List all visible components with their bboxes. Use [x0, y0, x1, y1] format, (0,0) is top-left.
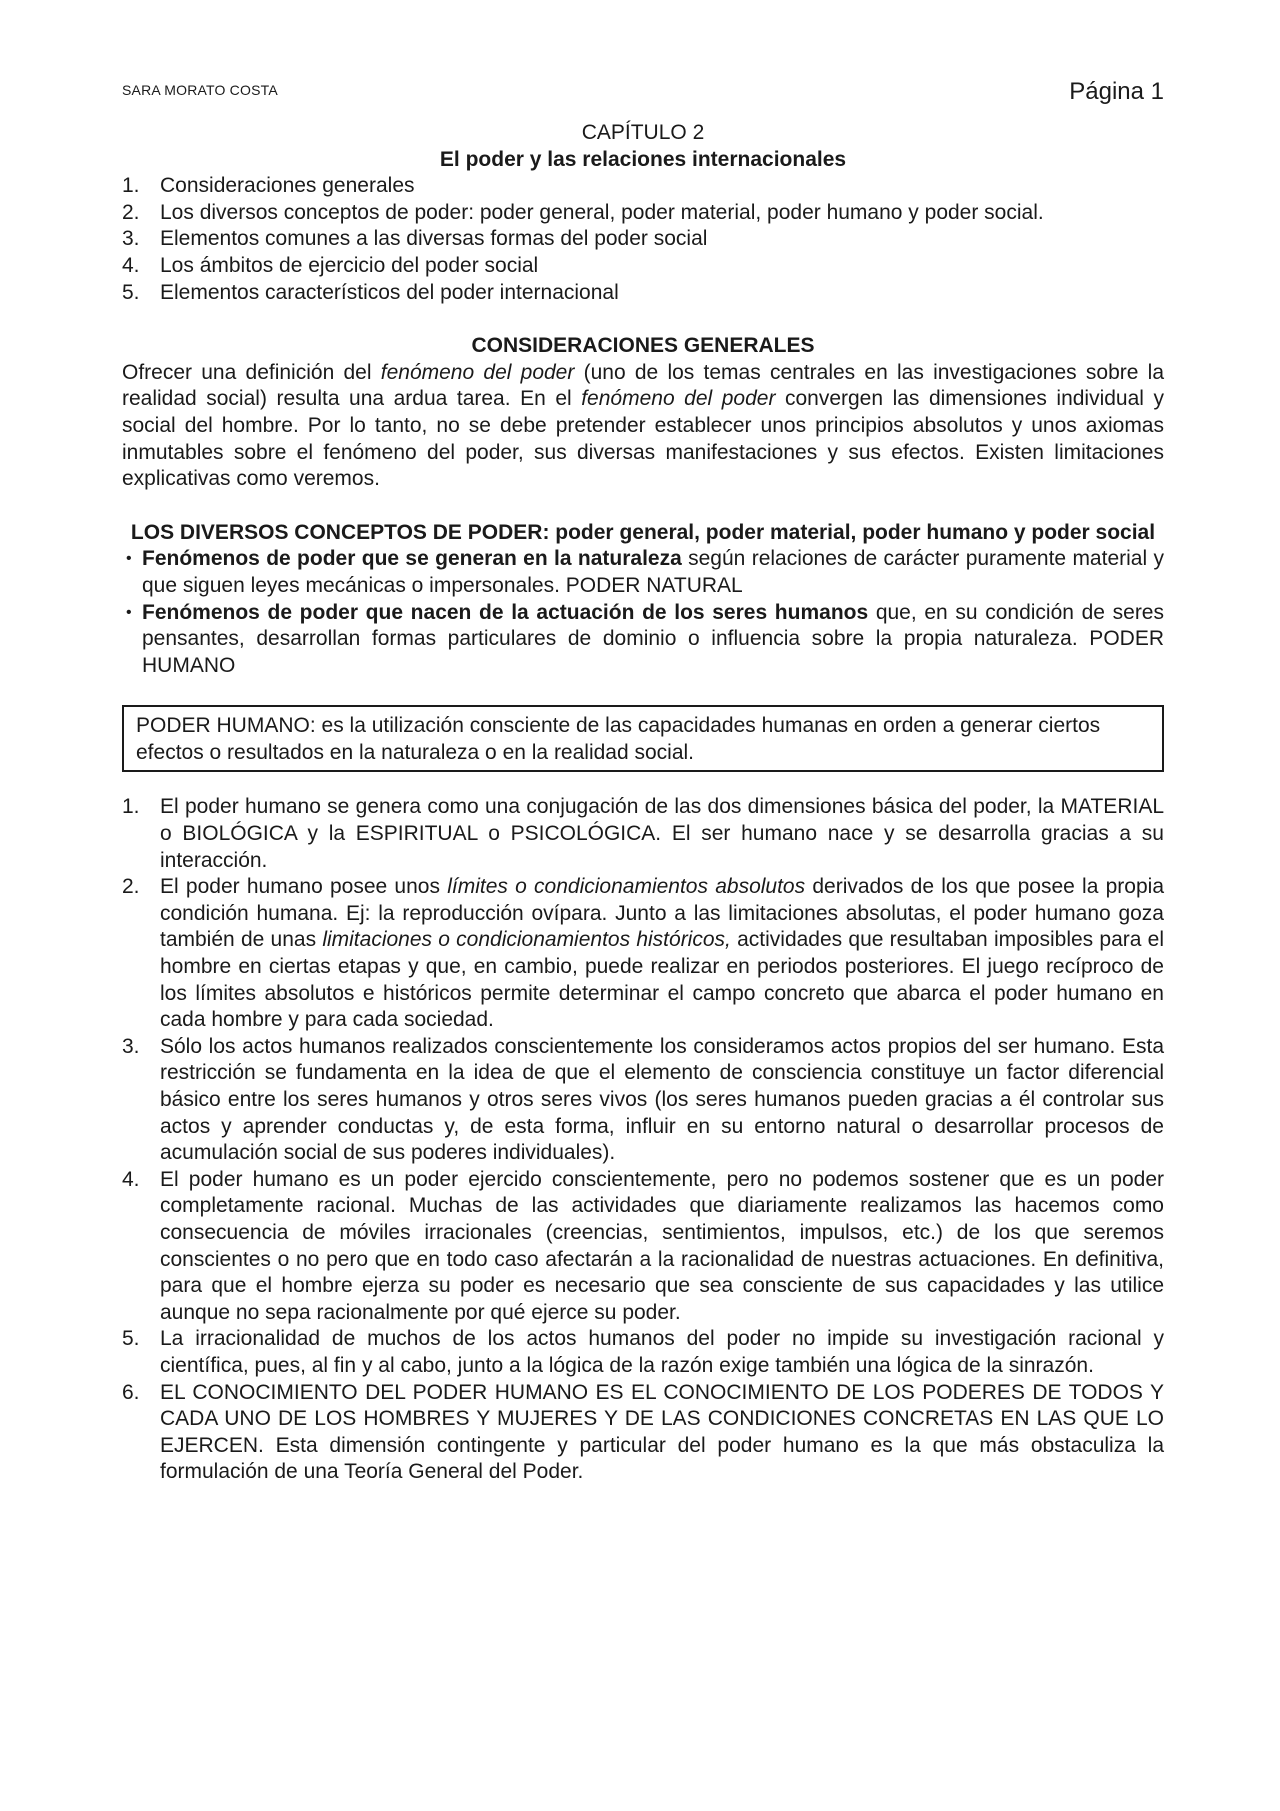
document-body [122, 120, 1164, 1486]
section-heading: CONSIDERACIONES GENERALES [471, 334, 815, 358]
list-item: 5. La irracionalidad de muchos de los actos humanos del poder no impide su investigación racional y científica, pues, al fin y al cabo, junto a la lógica de la razón exige también una lógica de la sinrazón. [122, 1327, 1164, 1377]
chapter-title: El poder y las relaciones internacionales [439, 147, 847, 171]
section-paragraph: Ofrecer una definición del fenómeno del poder (uno de los temas centrales en las investigaciones sobre la realidad social) resulta una ardua tarea. En el fenómeno del poder convergen las dimensiones individual y social del hombre. Por lo tanto, no se debe pretender establecer unos principios absolutos y unos axiomas inmutables sobre el fenómeno del poder, sus diversas manifestaciones y sus efectos. Existen limitaciones explicativas como veremos. [122, 360, 1165, 491]
toc-item: 5. Elementos característicos del poder internacional [122, 280, 619, 304]
list-item: 2. El poder humano posee unos límites o condicionamientos absolutos derivados de los que posee la propia condición humana. Ej: la reproducción ovípara. Junto a las limitaciones absolutas, el poder humano goza también de unas limitaciones o condicionamientos históricos, actividades que resultaban imposibles para el hombre en ciertas etapas y que, en cambio, puede realizar en periodos posteriores. El juego recíproco de los límites absolutos e históricos permite determinar el campo concreto que abarca el poder humano en cada hombre y para cada sociedad. [122, 875, 1165, 1032]
list-item: • Fenómenos de poder que se generan en la naturaleza según relaciones de carácter puramente material y que siguen leyes mecánicas o impersonales. PODER NATURAL [126, 547, 1164, 597]
section-heading: LOS DIVERSOS CONCEPTOS DE PODER: poder general, poder material, poder humano y poder social [130, 520, 1156, 544]
toc-item: 4. Los ámbitos de ejercicio del poder social [122, 253, 539, 277]
chapter-number: CAPÍTULO 2 [581, 121, 705, 144]
table-of-contents [122, 173, 1164, 306]
toc-item: 1. Consideraciones generales [122, 174, 415, 198]
definition-box: PODER HUMANO: es la utilización consciente de las capacidades humanas en orden a generar ciertos efectos o resultados en la naturaleza o en la realidad social. [122, 705, 1164, 772]
numbered-points [122, 794, 1164, 1485]
bullet-list [122, 546, 1164, 679]
list-item: 3. Sólo los actos humanos realizados conscientemente los consideramos actos propios del ser humano. Esta restricción se fundamenta en la idea de que el elemento de consciencia constituye un factor diferencial básico entre los seres humanos y otros seres vivos (los seres humanos pueden gracias a él controlar sus actos y aprender conductas y, de esta forma, influir en su entorno natural o desarrollar procesos de acumulación social de sus poderes individuales). [122, 1034, 1164, 1165]
page-number: Página 1 [1069, 78, 1164, 105]
toc-item: 2. Los diversos conceptos de poder: poder general, poder material, poder humano y poder social. [122, 200, 1044, 224]
list-item: • Fenómenos de poder que nacen de la actuación de los seres humanos que, en su condición de seres pensantes, desarrollan formas particulares de dominio o influencia sobre la propia naturaleza. PODER HUMANO [126, 600, 1164, 677]
list-item: 4. El poder humano es un poder ejercido conscientemente, pero no podemos sostener que es un poder completamente racional. Muchas de las actividades que diariamente realizamos las hacemos como consecuencia de móviles irracionales (creencias, sentimientos, impulsos, etc.) de los que seremos conscientes o no pero que en todo caso afectarán a la racionalidad de nuestras actuaciones. En definitiva, para que el hombre ejerza su poder es necesario que sea consciente de sus capacidades y las utilice aunque no sepa racionalmente por qué ejerce su poder. [122, 1167, 1164, 1324]
list-item: 6. EL CONOCIMIENTO DEL PODER HUMANO ES EL CONOCIMIENTO DE LOS PODERES DE TODOS Y CADA UNO DE LOS HOMBRES Y MUJERES Y DE LAS CONDICIONES CONCRETAS EN LAS QUE LO EJERCEN. Esta dimensión contingente y particular del poder humano es la que más obstaculiza la formulación de una Teoría General del Poder. [122, 1380, 1164, 1484]
page-header [122, 78, 1164, 108]
toc-item: 3. Elementos comunes a las diversas formas del poder social [122, 227, 708, 251]
author-name: SARA MORATO COSTA [122, 82, 278, 98]
list-item: 1. El poder humano se genera como una conjugación de las dos dimensiones básica del poder, la MATERIAL o BIOLÓGICA y la ESPIRITUAL o PSICOLÓGICA. El ser humano nace y se desarrolla gracias a su interacción. [122, 795, 1164, 872]
